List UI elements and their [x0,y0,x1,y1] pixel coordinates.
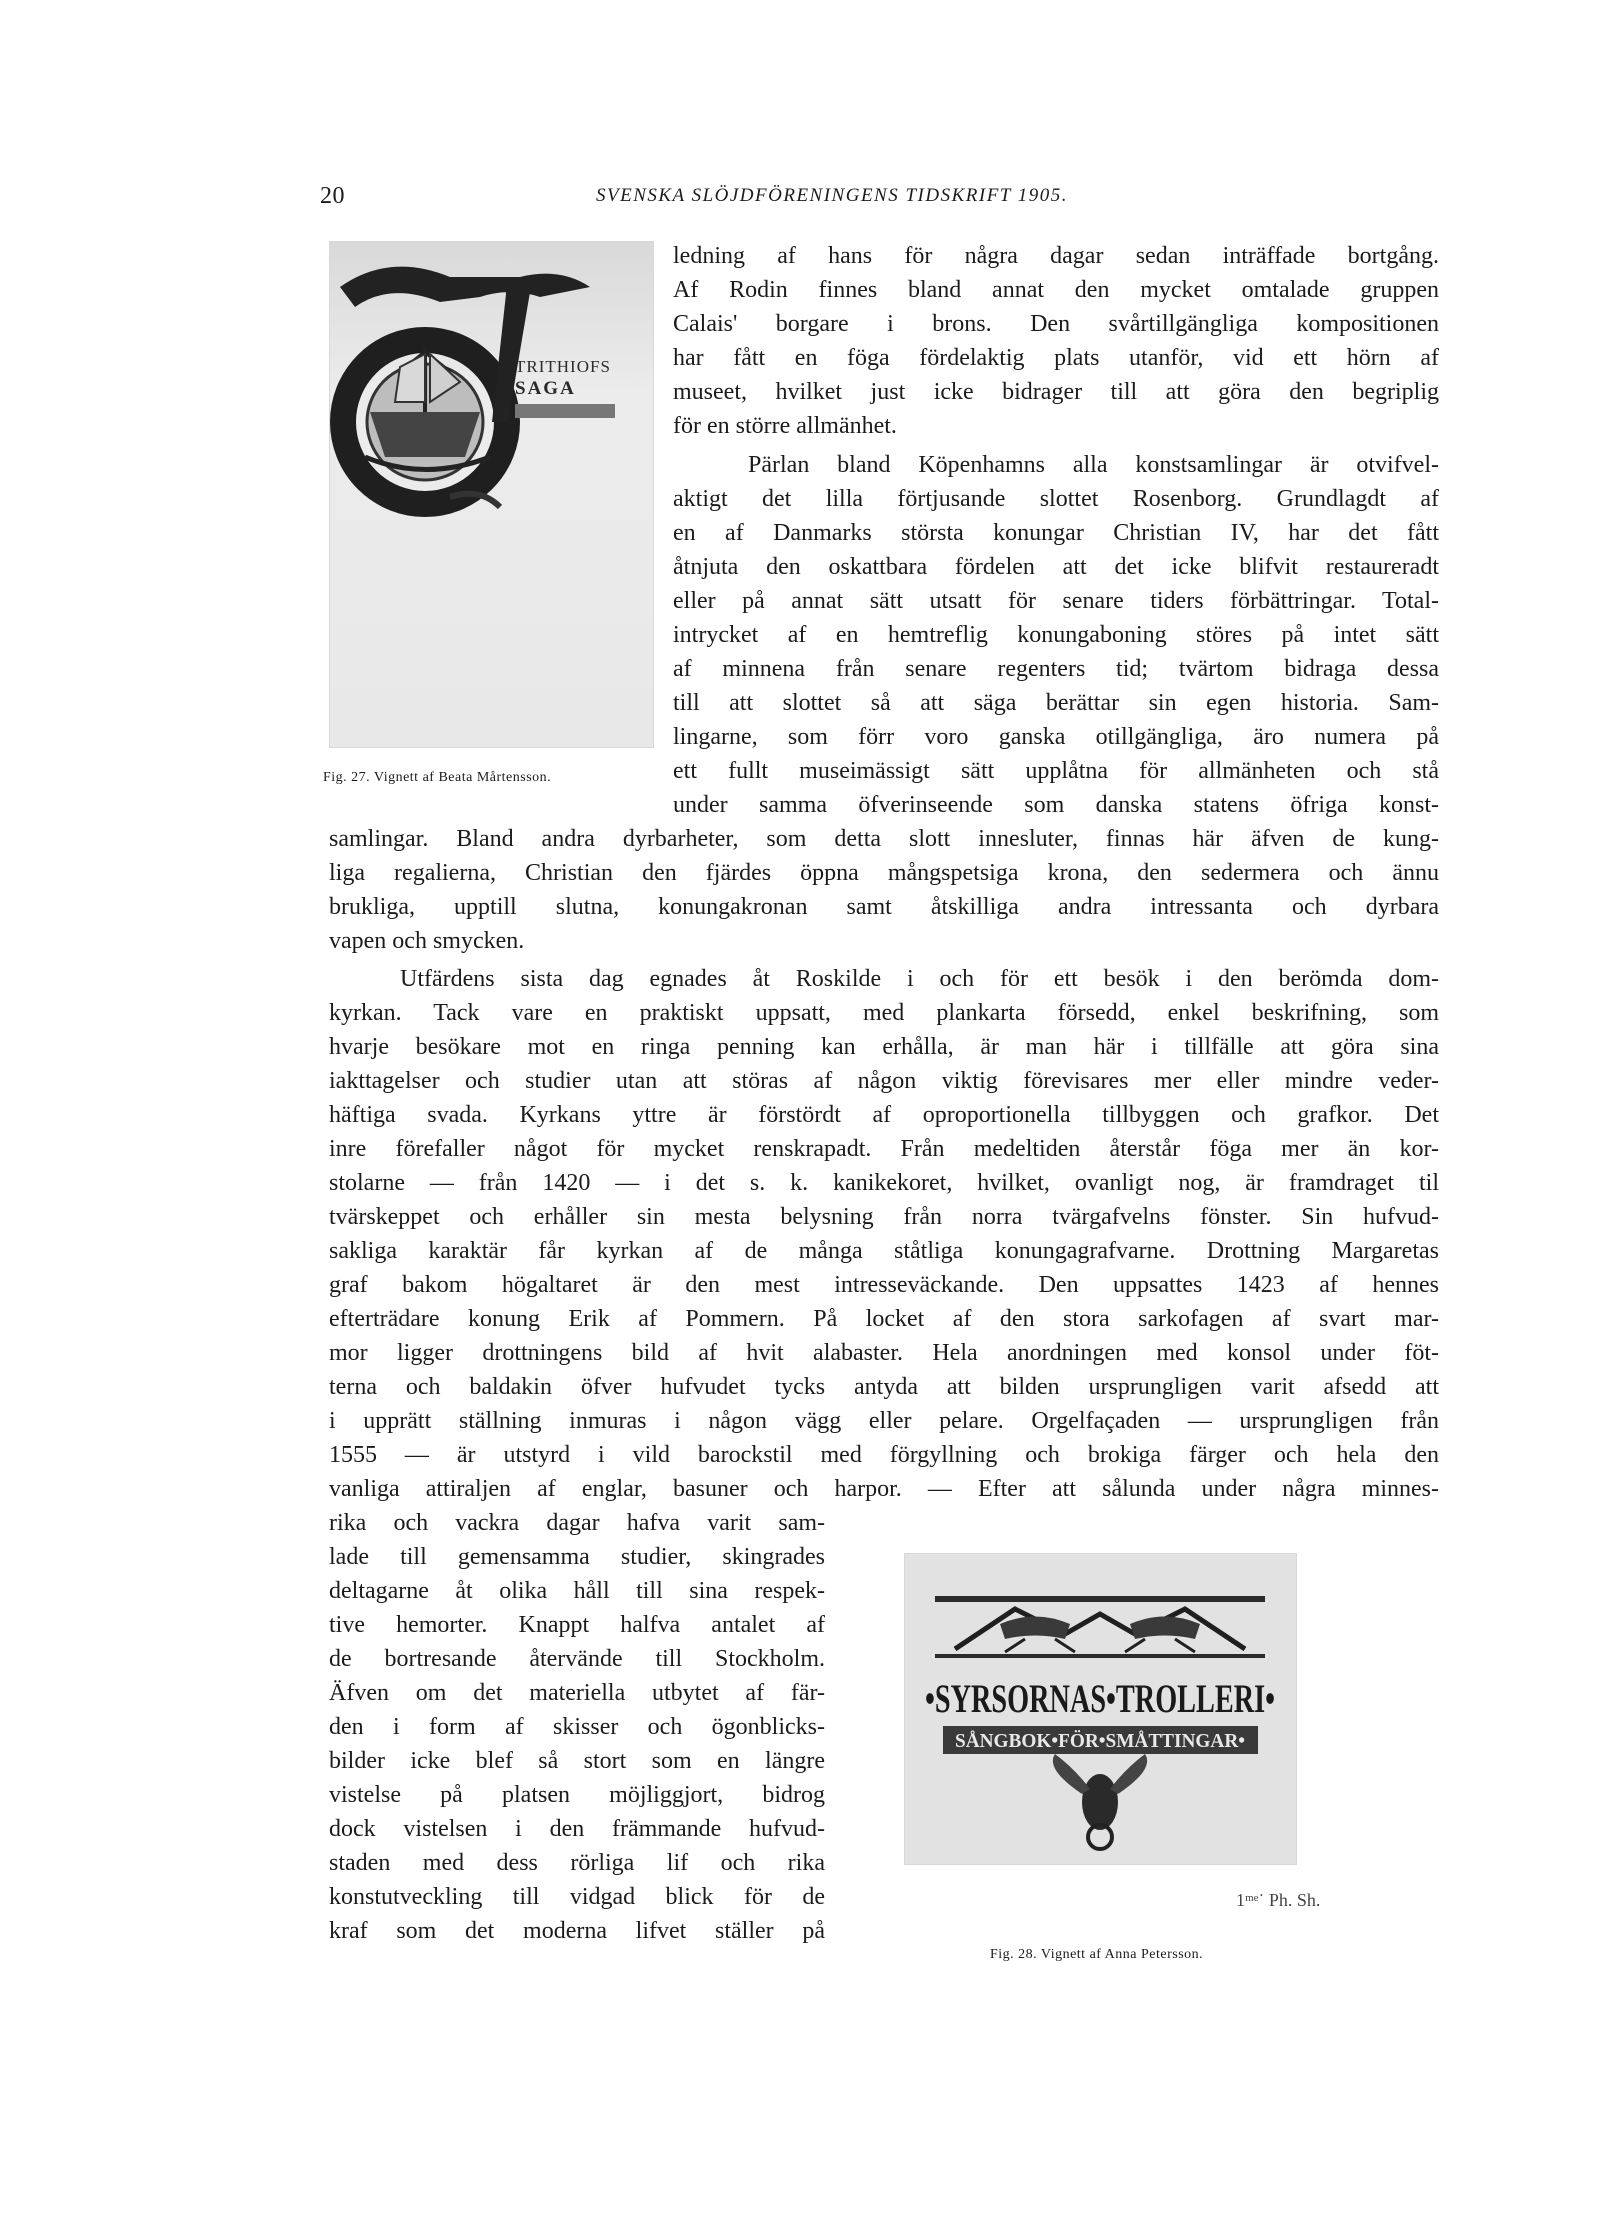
body-text-line: ledning af hans för några dagar sedan inträffade bortgång. [673,243,1439,269]
body-text-line: till att slottet så att säga berättar sin egen historia. Sam- [673,690,1439,716]
body-text-line: Pärlan bland Köpenhamns alla konstsamlingar är otvifvel- [748,452,1439,478]
body-text-line: dock vistelsen i den främmande hufvud- [329,1816,825,1842]
body-text-line: efterträdare konung Erik af Pommern. På locket af den stora sarkofagen af svart mar- [329,1306,1439,1332]
body-text-line: stolarne — från 1420 — i det s. k. kanikekoret, hvilket, ovanligt nog, är framdraget til [329,1170,1439,1196]
figure-27-caption: Fig. 27. Vignett af Beata Mårtensson. [323,770,552,785]
body-text-line: har fått en föga fördelaktig plats utanför, vid ett hörn af [673,345,1439,371]
body-text-line: terna och baldakin öfver hufvudet tycks antyda att bilden ursprungligen varit afsedd att [329,1374,1439,1400]
body-text-line: lingarne, som förr voro ganska otillgängliga, äro numera på [673,724,1439,750]
body-text-line: de bortresande återvände till Stockholm. [329,1646,825,1672]
body-text-line: iakttagelser och studier utan att störas af någon viktig förevisares mer eller mindre veder- [329,1068,1439,1094]
body-text-line: brukliga, upptill slutna, konungakronan samt åtskilliga andra intressanta och dyrbara [329,894,1439,920]
body-text-line: den i form af skisser och ögonblicks- [329,1714,825,1740]
body-text-line: vanliga attiraljen af englar, basuner och harpor. — Efter att sålunda under några minnes- [329,1476,1439,1502]
running-head: SVENSKA SLÖJDFÖRENINGENS TIDSKRIFT 1905. [596,185,1069,206]
signature: 1ᵐᵉ˙ Ph. Sh. [1236,1890,1321,1910]
body-text-line: under samma öfverinseende som danska statens öfriga konst- [673,792,1439,818]
body-text-line: åtnjuta den oskattbara fördelen att det icke blifvit restaureradt [673,554,1439,580]
body-text-line: kyrkan. Tack vare en praktiskt uppsatt, med plankarta försedd, enkel beskrifning, som [329,1000,1439,1026]
body-text-line: rika och vackra dagar hafva varit sam- [329,1510,825,1536]
vignette-subtitle: SÅNGBOK•FÖR•SMÅTTINGAR• [955,1730,1257,1752]
figure-28-vignette [904,1553,1297,1865]
body-text-line: inre förefaller något för mycket renskrapadt. Från medeltiden återstår föga mer än kor- [329,1136,1439,1162]
body-text-line: staden med dess rörliga lif och rika [329,1850,825,1876]
body-text-line: Calais' borgare i brons. Den svårtillgängliga kompositionen [673,311,1439,337]
body-text-line: samlingar. Bland andra dyrbarheter, som detta slott innesluter, finnas här äfven de kung- [329,826,1439,852]
figure-27-vignette [329,241,654,748]
body-text-line: mor ligger drottningens bild af hvit alabaster. Hela anordningen med konsol under föt- [329,1340,1439,1366]
body-text-line: liga regalierna, Christian den fjärdes öppna mångspetsiga krona, den sedermera och ännu [329,860,1439,886]
body-text-line: kraf som det moderna lifvet ställer på [329,1918,825,1944]
body-text-line: ett fullt museimässigt sätt upplåtna för allmänheten och stå [673,758,1439,784]
body-text-line: hvarje besökare mot en ringa penning kan erhålla, är man här i tillfälle att göra sina [329,1034,1439,1060]
body-text-line: museet, hvilket just icke bidrager till att göra den begriplig [673,379,1439,405]
ornamental-initial-illustration [330,242,653,747]
body-text-line: i upprätt ställning inmuras i någon vägg eller pelare. Orgelfaçaden — ursprungligen från [329,1408,1439,1434]
vignette-text-trithiofs: TRITHIOFS [515,357,611,376]
body-text-line: sakliga karaktär får kyrkan af de många ståtliga konungagrafvarne. Drottning Margaretas [329,1238,1439,1264]
figure-28-caption: Fig. 28. Vignett af Anna Petersson. [990,1947,1204,1962]
body-text-line: Af Rodin finnes bland annat den mycket omtalade gruppen [673,277,1439,303]
body-text-line: Äfven om det materiella utbytet af fär- [329,1680,825,1706]
body-text-line: 1555 — är utstyrd i vild barockstil med förgyllning och brokiga färger och hela den [329,1442,1439,1468]
body-text-line: intrycket af en hemtreflig konungaboning störes på intet sätt [673,622,1439,648]
vignette-title: •SYRSORNAS•TROLLERI• [925,1676,1275,1721]
body-text-line: tive hemorter. Knappt halfva antalet af [329,1612,825,1638]
page-number: 20 [320,183,345,209]
body-text-line: tvärskeppet och erhåller sin mesta belysning från norra tvärgafvelns fönster. Sin hufvud- [329,1204,1439,1230]
body-text-line: af minnena från senare regenters tid; tvärtom bidraga dessa [673,656,1439,682]
body-text-line: vistelse på platsen möjliggjort, bidrog [329,1782,825,1808]
body-text-line: deltagarne åt olika håll till sina respek- [329,1578,825,1604]
body-text-line: eller på annat sätt utsatt för senare tiders förbättringar. Total- [673,588,1439,614]
body-text-line: lade till gemensamma studier, skingrades [329,1544,825,1570]
grasshopper-title-vignette [905,1554,1296,1864]
vignette-text-saga: SAGA [515,378,576,399]
body-text-line: för en större allmänhet. [673,413,897,439]
body-text-line: vapen och smycken. [329,928,525,954]
body-text-line: graf bakom högaltaret är den mest intresseväckande. Den uppsattes 1423 af hennes [329,1272,1439,1298]
body-text-line: konstutveckling till vidgad blick för de [329,1884,825,1910]
body-text-line: aktigt det lilla förtjusande slottet Rosenborg. Grundlagdt af [673,486,1439,512]
body-text-line: Utfärdens sista dag egnades åt Roskilde i och för ett besök i den berömda dom- [400,966,1439,992]
body-text-line: bilder icke blef så stort som en längre [329,1748,825,1774]
body-text-line: häftiga svada. Kyrkans yttre är förstördt af oproportionella tillbyggen och grafkor. Det [329,1102,1439,1128]
body-text-line: en af Danmarks största konungar Christian IV, har det fått [673,520,1439,546]
